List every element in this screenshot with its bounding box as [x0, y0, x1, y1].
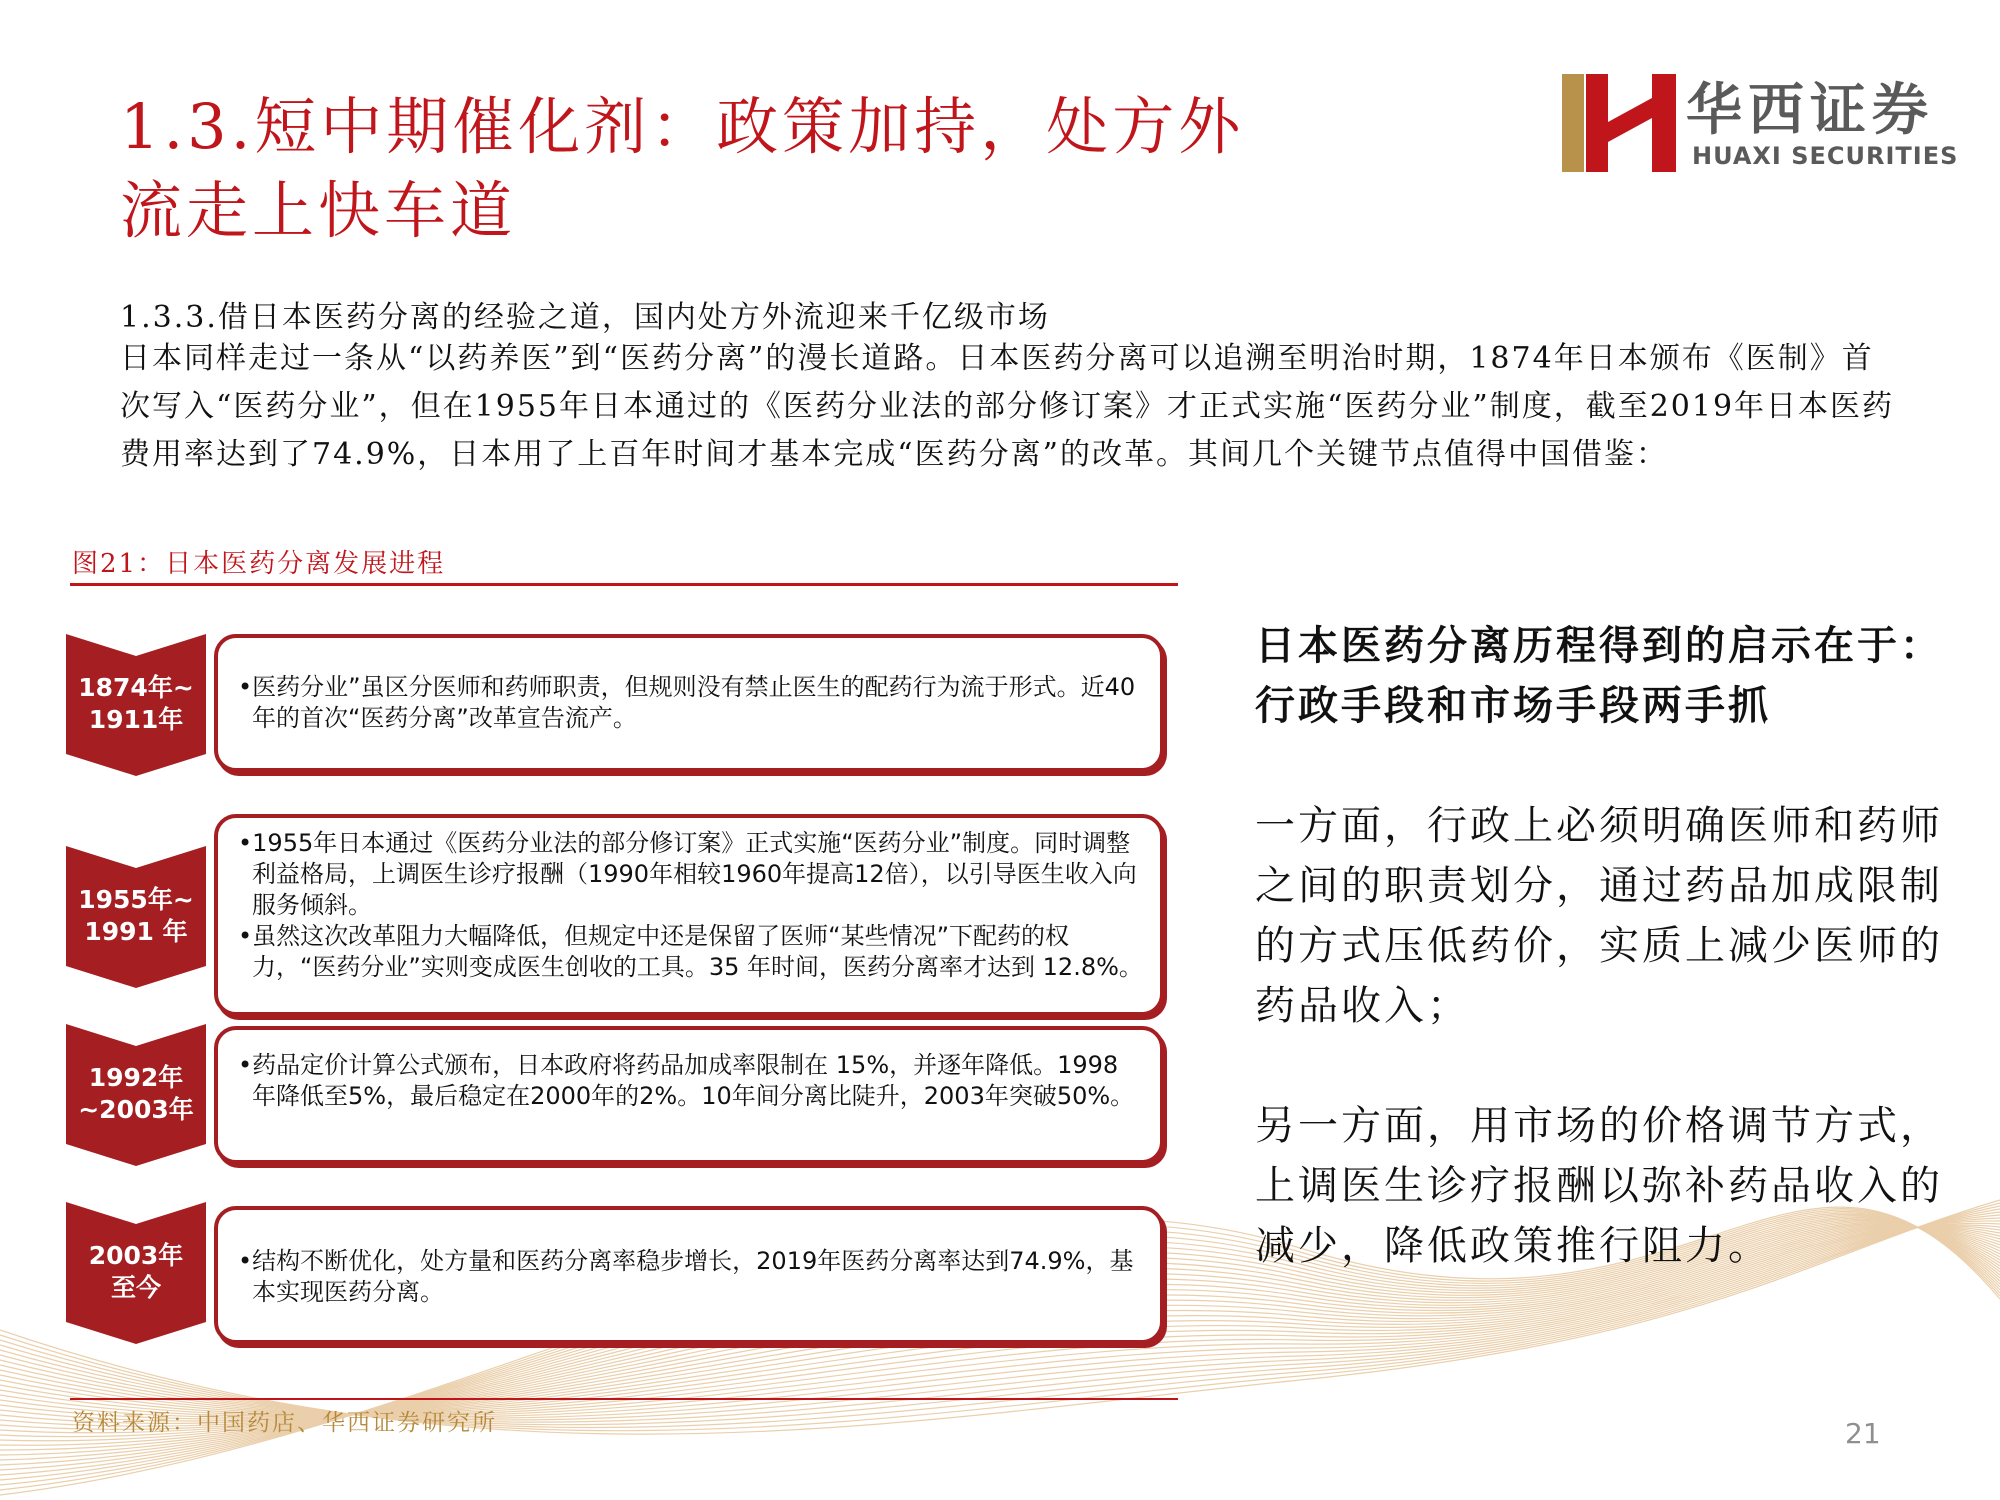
- timeline-bullet: • 医药分业”虽区分医师和药师职责，但规则没有禁止医生的配药行为流于形式。近40年的首次“医药分离”改革宣告流产。: [238, 672, 1138, 734]
- insight-paragraph: 另一方面，用市场的价格调节方式，上调医生诊疗报酬以弥补药品收入的减少，降低政策推行阻力。: [1255, 1103, 1943, 1269]
- timeline-description-box: [214, 1206, 1164, 1344]
- company-logo: [1560, 68, 1960, 178]
- timeline-period-label: 1955年~ 1991 年: [78, 885, 194, 946]
- timeline-bullet: • 结构不断优化，处方量和医药分离率稳步增长，2019年医药分离率达到74.9%，基本实现医药分离。: [238, 1246, 1138, 1308]
- timeline-description-box: [214, 634, 1164, 772]
- huaxi-logo-mark-icon: [1560, 68, 1680, 178]
- timeline-period-label: 1874年~ 1911年: [78, 673, 194, 734]
- logo-chinese-text: 华西证券: [1686, 78, 1934, 143]
- logo-english-text: HUAXI SECURITIES: [1692, 142, 1959, 170]
- insight-heading: 日本医药分离历程得到的启示在于：行政手段和市场手段两手抓: [1255, 622, 1943, 729]
- section-subheading: 1.3.3.借日本医药分离的经验之道，国内处方外流迎来千亿级市场: [120, 300, 1050, 335]
- insight-panel: [1255, 616, 1965, 1276]
- intro-paragraph: 日本同样走过一条从“以药养医”到“医药分离”的漫长道路。日本医药分离可以追溯至明治时期，1874年日本颁布《医制》首次写入“医药分业”，但在1955年日本通过的《医药分业法的部分修订案》才正式实施“医药分业”制度，截至2019年日本医药费用率达到了74.9%，日本用了上百年时间才基本完成“医药分离”的改革。其间几个关键节点值得中国借鉴：: [120, 341, 1895, 472]
- insight-paragraph: 一方面，行政上必须明确医师和药师之间的职责划分，通过药品加成限制的方式压低药价，实质上减少医师的药品收入；: [1255, 803, 1943, 1029]
- timeline-bullet: • 1955年日本通过《医药分业法的部分修订案》正式实施“医药分业”制度。同时调整利益格局，上调医生诊疗报酬（1990年相较1960年提高12倍），以引导医生收入向服务倾斜。: [238, 828, 1144, 921]
- figure-title-divider: [70, 583, 1178, 586]
- page-title: 1.3.短中期催化剂：政策加持，处方外流走上快车道: [120, 90, 1245, 247]
- figure-title: 图21：日本医药分离发展进程: [72, 549, 446, 579]
- timeline-period-label: 1992年 ~2003年: [78, 1063, 194, 1124]
- timeline-bullet: • 虽然这次改革阻力大幅降低，但规定中还是保留了医师“某些情况”下配药的权力，“医药分业”实则变成医生创收的工具。35 年时间，医药分离率才达到 12.8%。: [238, 921, 1144, 983]
- timeline-period-label: 2003年 至今: [88, 1241, 184, 1302]
- source-note: 资料来源：中国药店、华西证券研究所: [72, 1410, 497, 1436]
- timeline-description-box: [214, 814, 1164, 1016]
- timeline-description-box: [214, 1026, 1164, 1164]
- timeline-bullet: • 药品定价计算公式颁布，日本政府将药品加成率限制在 15%，并逐年降低。1998年降低至5%，最后稳定在2000年的2%。10年间分离比陡升，2003年突破50%。: [238, 1050, 1138, 1112]
- source-divider: [70, 1398, 1178, 1400]
- page-number: 21: [1845, 1417, 1881, 1450]
